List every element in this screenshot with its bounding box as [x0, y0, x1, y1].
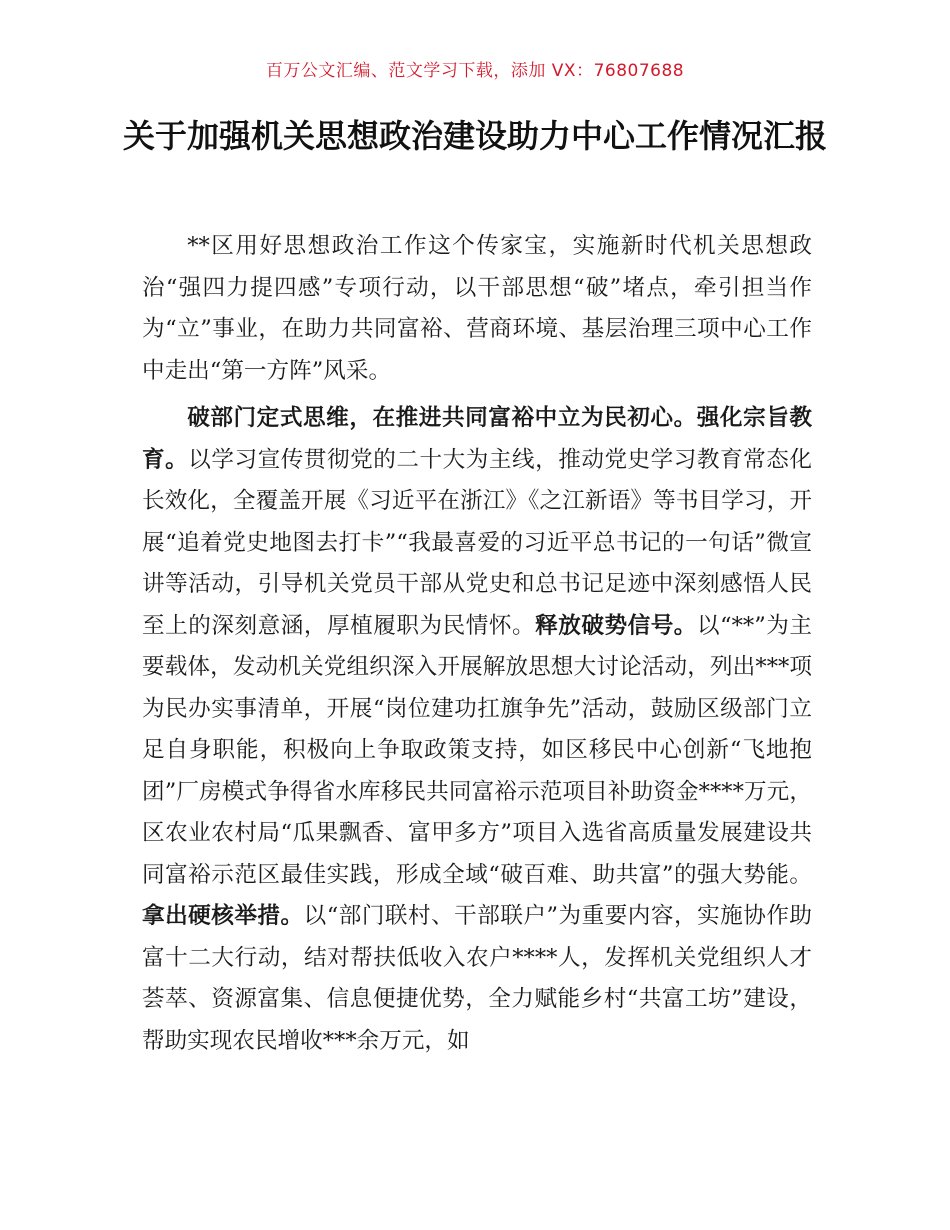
- section1-heading: 破部门定式思维，在推进共同富裕中立为民初心。: [187, 405, 697, 431]
- section1-paragraph: [142, 398, 812, 1062]
- point3-text: 以“部门联村、干部联户”为重要内容，实施协作助富十二大行动，结对帮扶低收入农户****人，发挥机关党组织人才荟萃、资源富集、信息便捷优势，全力赋能乡村“共富工坊”建设，帮助实现农民增收***余万元，如: [142, 903, 813, 1054]
- point2-heading: 释放破势信号。: [535, 612, 697, 639]
- point1-heading: 强化宗旨教育。: [142, 405, 813, 473]
- point3-heading: 拿出硬核举措。: [142, 903, 304, 929]
- point1-text: 以学习宣传贯彻党的二十大为主线，推动党史学习教育常态化长效化，全覆盖开展《习近平在浙江》《之江新语》等书目学习，开展“追着党史地图去打卡”“我最喜爱的习近平总书记的一句话”微宣讲等活动，引导机关党员干部从党史和总书记足迹中深刻感悟人民至上的深刻意涵，厚植履职为民情怀。: [142, 446, 813, 639]
- intro-paragraph: [142, 226, 812, 392]
- watermark-banner: 百万公文汇编、范文学习下载，添加 VX：76807688: [265, 61, 685, 81]
- document-body: [142, 226, 812, 1068]
- document-title: 关于加强机关思想政治建设助力中心工作情况汇报: [122, 117, 827, 155]
- intro-text: **区用好思想政治工作这个传家宝，实施新时代机关思想政治“强四力提四感”专项行动，以干部思想“破”堵点，牵引担当作为“立”事业，在助力共同富裕、营商环境、基层治理三项中心工作中走出“第一方阵”风采。: [142, 233, 812, 384]
- point2-text: 以“**”为主要载体，发动机关党组织深入开展解放思想大讨论活动，列出***项为民办实事清单，开展“岗位建功扛旗争先”活动，鼓励区级部门立足自身职能，积极向上争取政策支持，如区移民中心创新“飞地抱团”厂房模式争得省水库移民共同富裕示范项目补助资金****万元，区农业农村局“瓜果飘香、富甲多方”项目入选省高质量发展建设共同富裕示范区最佳实践，形成全域“破百难、助共富”的强大势能。: [142, 612, 812, 888]
